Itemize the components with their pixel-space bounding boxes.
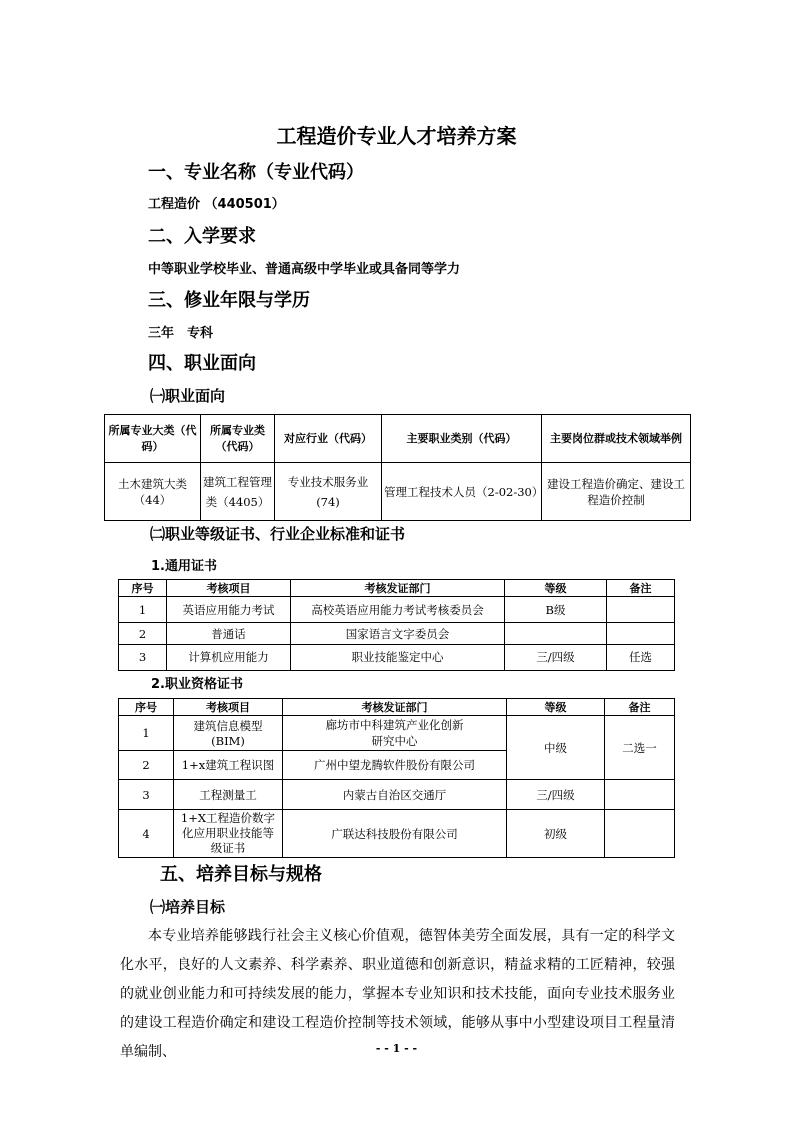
section1-heading: 一、专业名称（专业代码） <box>148 162 364 183</box>
cell-note <box>605 810 675 858</box>
page-number: - - 1 - - <box>375 1042 418 1055</box>
col-header-issuer: 考核发证部门 <box>291 580 505 597</box>
cell-note-merged: 二选一 <box>605 716 675 780</box>
cell-no: 4 <box>119 810 174 858</box>
cell-issuer: 内蒙古自治区交通厅 <box>283 780 507 810</box>
cell-occupation: 管理工程技术人员（2-02-30） <box>382 463 542 521</box>
col-header-note: 备注 <box>607 580 675 597</box>
cell-level: B级 <box>505 597 607 623</box>
cell-major-class: 建筑工程管理类（4405） <box>201 463 275 521</box>
col-header-major-category: 所属专业大类（代码） <box>105 415 201 463</box>
cell-issuer: 高校英语应用能力考试考核委员会 <box>291 597 505 623</box>
col-header-level: 等级 <box>507 699 605 716</box>
cell-note <box>605 780 675 810</box>
cell-industry: 专业技术服务业(74) <box>275 463 382 521</box>
cell-item: 英语应用能力考试 <box>167 597 291 623</box>
qualification-cert-table <box>118 698 675 858</box>
cell-note: 任选 <box>607 644 675 670</box>
cell-level: 初级 <box>507 810 605 858</box>
col-header-occupation: 主要职业类别（代码） <box>382 415 542 463</box>
cell-issuer: 廊坊市中科建筑产业化创新研究中心 <box>283 716 507 751</box>
table-row <box>119 644 675 670</box>
cell-no: 2 <box>119 751 174 780</box>
cell-level: 三/四级 <box>505 644 607 670</box>
col-header-positions: 主要岗位群或技术领域举例 <box>542 415 691 463</box>
cell-item: 1+x建筑工程识图 <box>174 751 283 780</box>
admission-requirement: 中等职业学校毕业、普通高级中学毕业或具备同等学力 <box>148 262 461 277</box>
cell-issuer: 国家语言文字委员会 <box>291 623 505 644</box>
col-header-item: 考核项目 <box>167 580 291 597</box>
table-row <box>119 810 675 858</box>
cell-issuer: 广州中望龙腾软件股份有限公司 <box>283 751 507 780</box>
qualification-cert-heading: 2.职业资格证书 <box>151 677 243 692</box>
certificates-subheading: ㈡职业等级证书、行业企业标准和证书 <box>150 525 406 543</box>
cell-level-merged: 中级 <box>507 716 605 780</box>
cell-no: 1 <box>119 716 174 751</box>
cell-item: 计算机应用能力 <box>167 644 291 670</box>
general-cert-heading: 1.通用证书 <box>151 559 217 574</box>
table-row <box>119 623 675 644</box>
table-row <box>119 597 675 623</box>
cell-level: 三/四级 <box>507 780 605 810</box>
cell-note <box>607 623 675 644</box>
col-header-major-class: 所属专业类（代码） <box>201 415 275 463</box>
col-header-industry: 对应行业（代码） <box>275 415 382 463</box>
col-header-issuer: 考核发证部门 <box>283 699 507 716</box>
cell-item: 1+X工程造价数字化应用职业技能等级证书 <box>174 810 283 858</box>
cell-no: 3 <box>119 644 167 670</box>
cell-no: 2 <box>119 623 167 644</box>
cell-no: 3 <box>119 780 174 810</box>
study-duration: 三年 专科 <box>148 326 214 341</box>
cell-issuer: 职业技能鉴定中心 <box>291 644 505 670</box>
col-header-note: 备注 <box>605 699 675 716</box>
general-cert-table <box>118 579 675 671</box>
training-goal-subheading: ㈠培养目标 <box>150 898 226 916</box>
cell-note <box>607 597 675 623</box>
cell-item: 普通话 <box>167 623 291 644</box>
col-header-item: 考核项目 <box>174 699 283 716</box>
cell-issuer: 广联达科技股份有限公司 <box>283 810 507 858</box>
section3-heading: 三、修业年限与学历 <box>148 290 310 311</box>
col-header-no: 序号 <box>119 580 167 597</box>
cell-item: 建筑信息模型(BIM) <box>174 716 283 751</box>
career-orientation-subheading: ㈠职业面向 <box>150 387 226 405</box>
cell-major-category: 土木建筑大类（44） <box>105 463 201 521</box>
career-orientation-table <box>104 414 691 521</box>
col-header-level: 等级 <box>505 580 607 597</box>
major-name-code: 工程造价 （440501） <box>148 197 285 212</box>
training-goal-text: 本专业培养能够践行社会主义核心价值观，德智体美劳全面发展，具有一定的科学文化水平，良好的人文素养、科学素养、职业道德和创新意识，精益求精的工匠精神，较强的就业创业能力和可持续发展的能力，掌握本专业知识和技术技能，面向专业技术服务业的建设工程造价确定和建设工程造价控制等技术领域，能够从事中小型建设项目工程量清单编制、 <box>120 928 675 1060</box>
cell-level <box>505 623 607 644</box>
table-row <box>119 780 675 810</box>
col-header-no: 序号 <box>119 699 174 716</box>
cell-positions: 建设工程造价确定、建设工程造价控制 <box>542 463 691 521</box>
section2-heading: 二、入学要求 <box>148 226 256 247</box>
section4-heading: 四、职业面向 <box>148 353 256 374</box>
document-title: 工程造价专业人才培养方案 <box>276 124 517 148</box>
cell-no: 1 <box>119 597 167 623</box>
cell-item: 工程测量工 <box>174 780 283 810</box>
table-row <box>119 716 675 751</box>
section5-heading: 五、培养目标与规格 <box>160 864 322 885</box>
